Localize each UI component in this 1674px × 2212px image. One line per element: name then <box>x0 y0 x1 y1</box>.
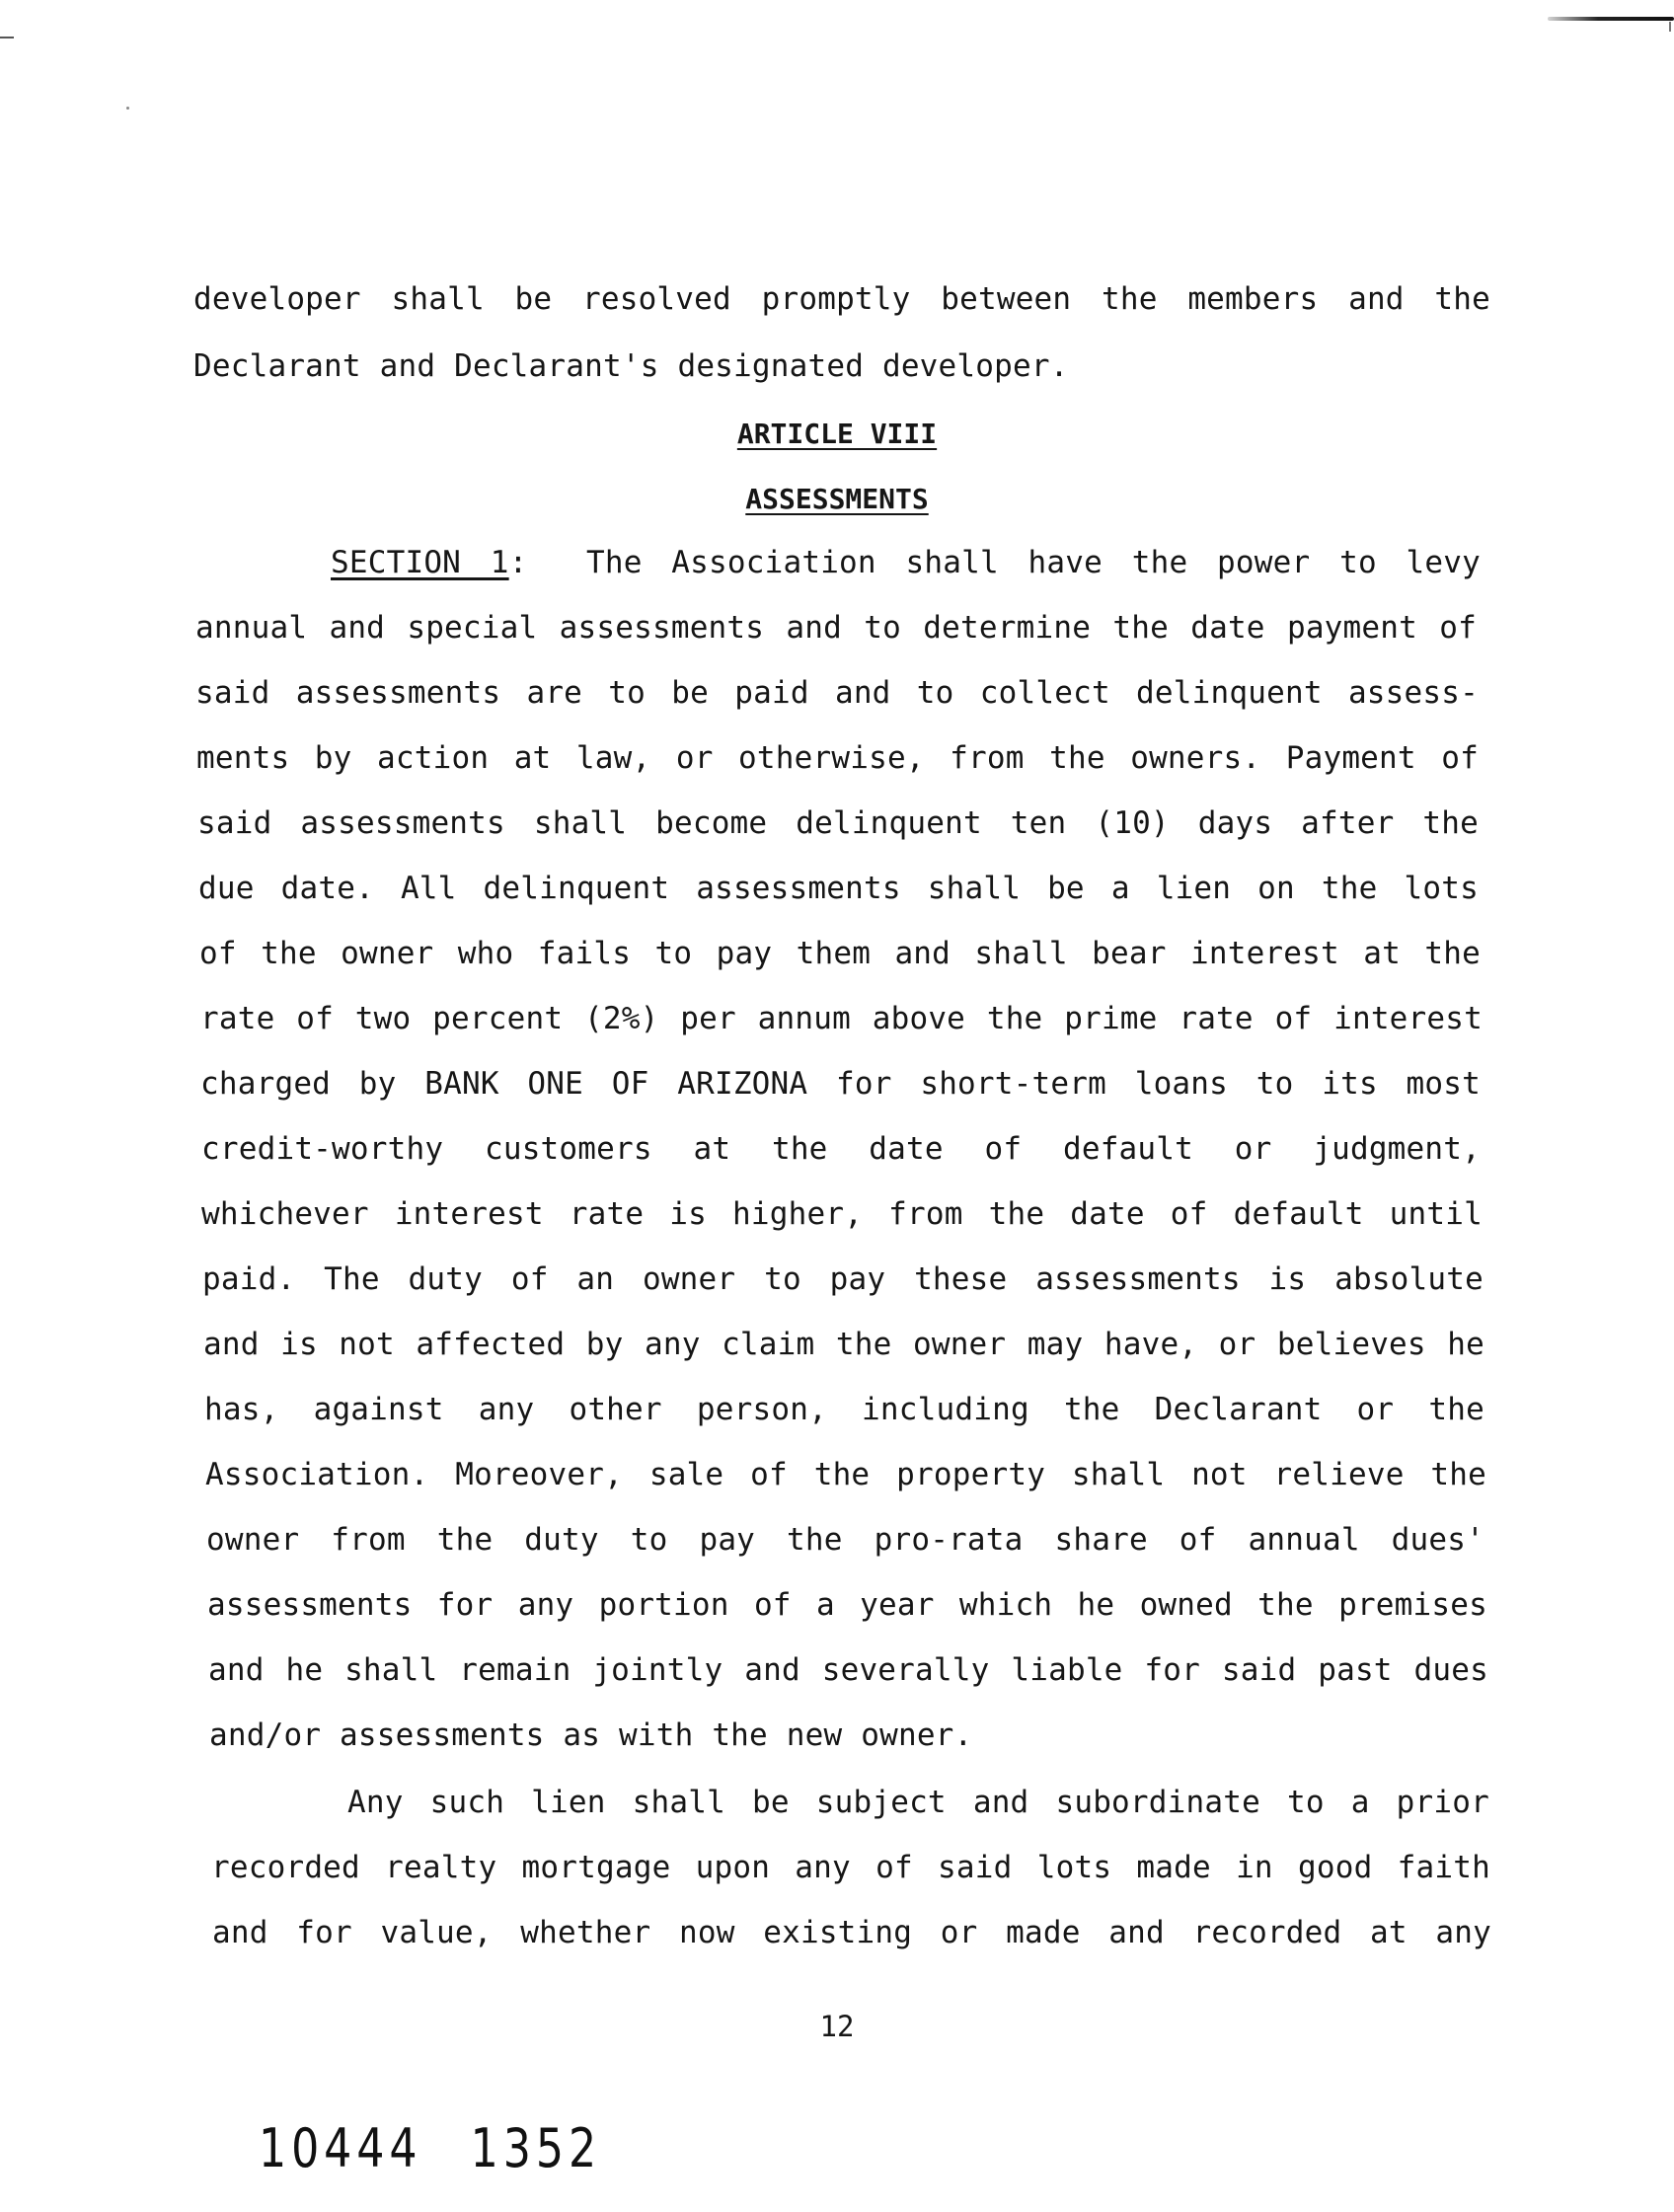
text-line: whichever interest rate is higher, from the date of default until <box>201 1196 1483 1232</box>
text-line: of the owner who fails to pay them and shall bear interest at the <box>199 936 1481 971</box>
text-line: credit-worthy customers at the date of default or judgment, <box>201 1131 1481 1167</box>
recording-stamp <box>259 2117 601 2179</box>
article-heading: ARTICLE VIII <box>736 418 938 450</box>
text-line: rate of two percent (2%) per annum above the prime rate of interest <box>200 1001 1483 1036</box>
text-line: Association. Moreover, sale of the property shall not relieve the <box>205 1457 1486 1492</box>
text-line: and for value, whether now existing or made and recorded at any <box>212 1915 1491 1950</box>
text-line: owner from the duty to pay the pro-rata share of annual dues' <box>206 1522 1484 1558</box>
scan-artifact-dot <box>126 107 129 110</box>
text-line: Declarant and Declarant's designated developer. <box>193 348 1069 384</box>
text-line: Any such lien shall be subject and subordinate to a prior <box>347 1785 1489 1820</box>
text-line: said assessments are to be paid and to collect delinquent assess- <box>195 675 1479 711</box>
section-first-line <box>331 543 1481 582</box>
section-label: SECTION 1 <box>331 545 509 580</box>
section-first-text: The Association shall have the power to levy <box>585 545 1481 580</box>
text-line: charged by BANK ONE OF ARIZONA for short-term loans to its most <box>200 1066 1481 1102</box>
text-line: said assessments shall become delinquent ten (10) days after the <box>197 805 1479 841</box>
text-line: and/or assessments as with the new owner. <box>209 1717 973 1753</box>
scan-artifact-line <box>1548 17 1674 21</box>
text-line: and he shall remain jointly and severally liable for said past dues <box>208 1652 1488 1688</box>
section-colon: : <box>508 545 528 580</box>
text-line: assessments for any portion of a year which he owned the premises <box>207 1587 1487 1623</box>
page-number: 12 <box>819 2010 855 2043</box>
recording-page: 1352 <box>470 2117 602 2179</box>
text-line: annual and special assessments and to determine the date payment of <box>195 610 1477 646</box>
recording-book: 10444 <box>259 2117 422 2179</box>
text-line: paid. The duty of an owner to pay these assessments is absolute <box>202 1261 1484 1297</box>
text-line: developer shall be resolved promptly between the members and the <box>193 281 1490 317</box>
scan-artifact-mark <box>0 37 14 38</box>
text-line: due date. All delinquent assessments shall be a lien on the lots <box>198 871 1479 906</box>
article-title: ASSESSMENTS <box>745 483 929 515</box>
scan-artifact-tick <box>1669 22 1671 32</box>
text-line: ments by action at law, or otherwise, from the owners. Payment of <box>196 740 1479 776</box>
text-line: has, against any other person, including the Declarant or the <box>204 1392 1484 1427</box>
text-line: and is not affected by any claim the owner may have, or believes he <box>203 1327 1484 1362</box>
text-line: recorded realty mortgage upon any of said lots made in good faith <box>211 1850 1490 1885</box>
